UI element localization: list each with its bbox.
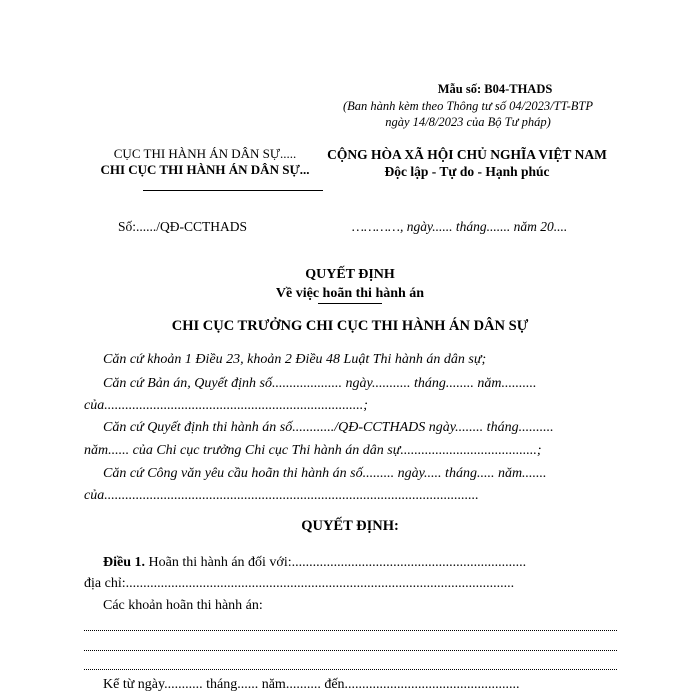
article-1-text: Hoãn thi hành án đối với:...................................................................: [145, 555, 527, 570]
form-code: Mẫu số: B04-THADS: [437, 82, 553, 96]
article-1-line: [84, 555, 638, 571]
ground-line-2: Căn cứ Bản án, Quyết định số.................... ngày........... tháng........ năm..........: [103, 376, 537, 391]
decision-heading: QUYẾT ĐỊNH:: [301, 518, 399, 534]
republic-name: CỘNG HÒA XÃ HỘI CHỦ NGHĨA VIỆT NAM: [327, 147, 607, 162]
blank-dotted-line-2: [84, 650, 617, 651]
document-title: [150, 265, 550, 303]
ground-line-6: Căn cứ Công văn yêu cầu hoãn thi hành án số......... ngày..... tháng..... năm.......: [103, 466, 547, 481]
subject-divider: [318, 303, 382, 304]
agency-divider: [143, 190, 323, 191]
title-main: QUYẾT ĐỊNH: [305, 267, 395, 282]
article-1-period: Kể từ ngày........... tháng...... năm.......... đến..................................................: [103, 677, 520, 692]
document-number: Số:....../QĐ-CCTHADS: [118, 219, 248, 234]
agency-parent: CỤC THI HÀNH ÁN DÂN SỰ.....: [113, 146, 297, 161]
national-header: [308, 146, 626, 180]
ground-line-5: năm...... của Chi cục trưởng Chi cục Thi hành án dân sự.......................................;: [84, 443, 542, 458]
form-issuance-line2: ngày 14/8/2023 của Bộ Tư pháp): [385, 115, 551, 129]
ground-line-3: của..........................................................................;: [84, 398, 368, 413]
ground-line-7: của...........................................................................................................: [84, 488, 479, 503]
authority-heading: CHI CỤC TRƯỞNG CHI CỤC THI HÀNH ÁN DÂN SỰ: [171, 318, 529, 334]
article-1-address: địa chỉ:...............................................................................................................: [84, 576, 515, 591]
agency-name: CHI CỤC THI HÀNH ÁN DÂN SỰ...: [100, 162, 310, 177]
blank-dotted-line-3: [84, 669, 617, 670]
ground-line-4: Căn cứ Quyết định thi hành án số............/QĐ-CCTHADS ngày........ tháng..........: [103, 420, 554, 435]
article-1-items-label: Các khoản hoãn thi hành án:: [103, 598, 263, 613]
form-issuance-note: [318, 98, 618, 130]
issuing-agency: [70, 146, 340, 178]
ground-line-1: Căn cứ khoản 1 Điều 23, khoản 2 Điều 48 Luật Thi hành án dân sự;: [103, 352, 487, 367]
document-date: …………, ngày...... tháng....... năm 20....: [352, 219, 568, 234]
article-1-label: Điều 1.: [103, 555, 145, 570]
national-motto: Độc lập - Tự do - Hạnh phúc: [384, 164, 550, 179]
blank-dotted-line-1: [84, 630, 617, 631]
form-issuance-line1: (Ban hành kèm theo Thông tư số 04/2023/TT-BTP: [343, 99, 593, 113]
title-subject: Về việc hoãn thi hành án: [275, 286, 425, 301]
